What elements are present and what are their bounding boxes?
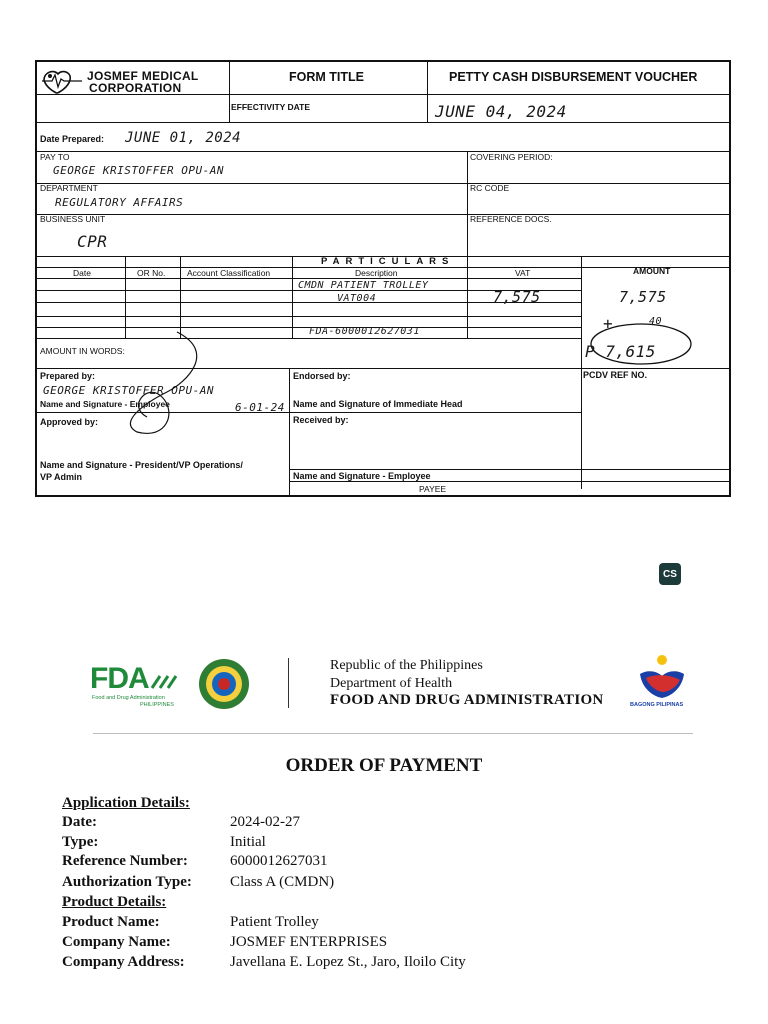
prepared-by-value: GEORGE KRISTOFFER OPU-AN	[43, 384, 214, 397]
pay-to-value: GEORGE KRISTOFFER OPU-AN	[53, 164, 224, 177]
type-label: Type:	[62, 834, 99, 850]
received-by-label: Received by:	[293, 415, 349, 425]
company-name-label: Company Name:	[62, 934, 171, 950]
fda-logo-sub1: Food and Drug Administration	[92, 695, 165, 701]
col-date: Date	[73, 268, 91, 278]
effectivity-date-label: EFFECTIVITY DATE	[231, 102, 311, 112]
camscanner-badge: CS	[659, 563, 681, 585]
vat-value: 7,575	[493, 288, 541, 306]
company-name-line2: CORPORATION	[89, 81, 182, 95]
col-vat: VAT	[515, 268, 531, 278]
company-name-line1: JOSMEF MEDICAL	[87, 69, 199, 83]
col-description: Description	[355, 268, 398, 278]
bagong-pilipinas-logo-icon	[636, 652, 688, 702]
prepared-by-label: Prepared by:	[40, 371, 96, 381]
amount-plus: +	[603, 314, 614, 333]
form-title-label: FORM TITLE	[289, 70, 364, 84]
prepared-date: 6-01-24	[235, 401, 285, 414]
rc-code-label: RC CODE	[470, 183, 510, 193]
col-or-no: OR No.	[137, 268, 166, 278]
amount-in-words-label: AMOUNT IN WORDS:	[40, 346, 125, 356]
endorsed-sig-label: Name and Signature of Immediate Head	[293, 399, 463, 409]
fda-logo-text: FDA	[90, 662, 149, 695]
company-address-label: Company Address:	[62, 954, 185, 970]
description-line2: VAT004	[337, 293, 377, 304]
amount-value: 7,575	[619, 288, 667, 306]
business-unit-label: BUSINESS UNIT	[40, 214, 106, 224]
type-value: Initial	[230, 834, 266, 850]
product-name-label: Product Name:	[62, 914, 160, 930]
application-details-heading: Application Details:	[62, 795, 190, 811]
header-line3: FOOD AND DRUG ADMINISTRATION	[330, 692, 604, 708]
approved-by-label: Approved by:	[40, 417, 99, 427]
company-name-value: JOSMEF ENTERPRISES	[230, 934, 388, 950]
col-account-classification: Account Classification	[187, 268, 271, 278]
approved-sig-label-2: VP Admin	[40, 472, 83, 482]
fda-logo-stripes-icon	[150, 674, 186, 690]
description-line3: FDA-6000012627031	[309, 326, 420, 337]
reference-number-value: 6000012627031	[230, 853, 328, 869]
amount-extra: 40	[649, 316, 663, 327]
company-address-value: Javellana E. Lopez St., Jaro, Iloilo City	[230, 954, 466, 970]
reference-number-label: Reference Number:	[62, 853, 188, 869]
date-prepared-label: Date Prepared:	[40, 134, 105, 144]
fda-logo-sub2: PHILIPPINES	[140, 702, 174, 708]
covering-period-label: COVERING PERIOD:	[470, 152, 553, 162]
fda-letterhead	[70, 640, 710, 730]
product-name-value: Patient Trolley	[230, 914, 319, 930]
authorization-type-value: Class A (CMDN)	[230, 874, 335, 890]
endorsed-by-label: Endorsed by:	[293, 371, 351, 381]
particulars-title: PARTICULARS	[321, 256, 455, 267]
prepared-by-sig-label: Name and Signature - Employee	[40, 399, 170, 409]
amount-total: P 7,615	[585, 342, 656, 361]
authorization-type-label: Authorization Type:	[62, 874, 192, 890]
date-value: 2024-02-27	[230, 814, 300, 830]
pcdv-ref-label: PCDV REF NO.	[583, 370, 648, 380]
doh-seal-icon	[198, 658, 250, 710]
header-line2: Department of Health	[330, 676, 453, 691]
bagong-pilipinas-text: BAGONG PILIPINAS	[630, 702, 684, 708]
header-divider	[93, 733, 693, 734]
description-line1: CMDN PATIENT TROLLEY	[298, 280, 429, 291]
reference-docs-label: REFERENCE DOCS.	[470, 214, 552, 224]
order-of-payment-title: ORDER OF PAYMENT	[285, 755, 483, 776]
date-label: Date:	[62, 814, 97, 830]
signature-scribble	[107, 322, 217, 442]
product-details-heading: Product Details:	[62, 894, 167, 910]
josmef-logo-icon	[40, 66, 84, 96]
payee-label: PAYEE	[419, 484, 447, 494]
form-title-value: PETTY CASH DISBURSEMENT VOUCHER	[449, 70, 698, 84]
business-unit-value: CPR	[77, 232, 108, 251]
col-amount: AMOUNT	[633, 266, 671, 276]
approved-sig-label: Name and Signature - President/VP Operations/	[40, 460, 243, 470]
department-value: REGULATORY AFFAIRS	[55, 196, 184, 209]
pay-to-label: PAY TO	[40, 152, 70, 162]
date-prepared-value: JUNE 01, 2024	[125, 130, 242, 146]
received-sig-label: Name and Signature - Employee	[293, 471, 431, 481]
petty-cash-voucher	[35, 60, 731, 497]
department-label: DEPARTMENT	[40, 183, 98, 193]
effectivity-date-value: JUNE 04, 2024	[435, 102, 567, 121]
header-line1: Republic of the Philippines	[330, 658, 483, 673]
